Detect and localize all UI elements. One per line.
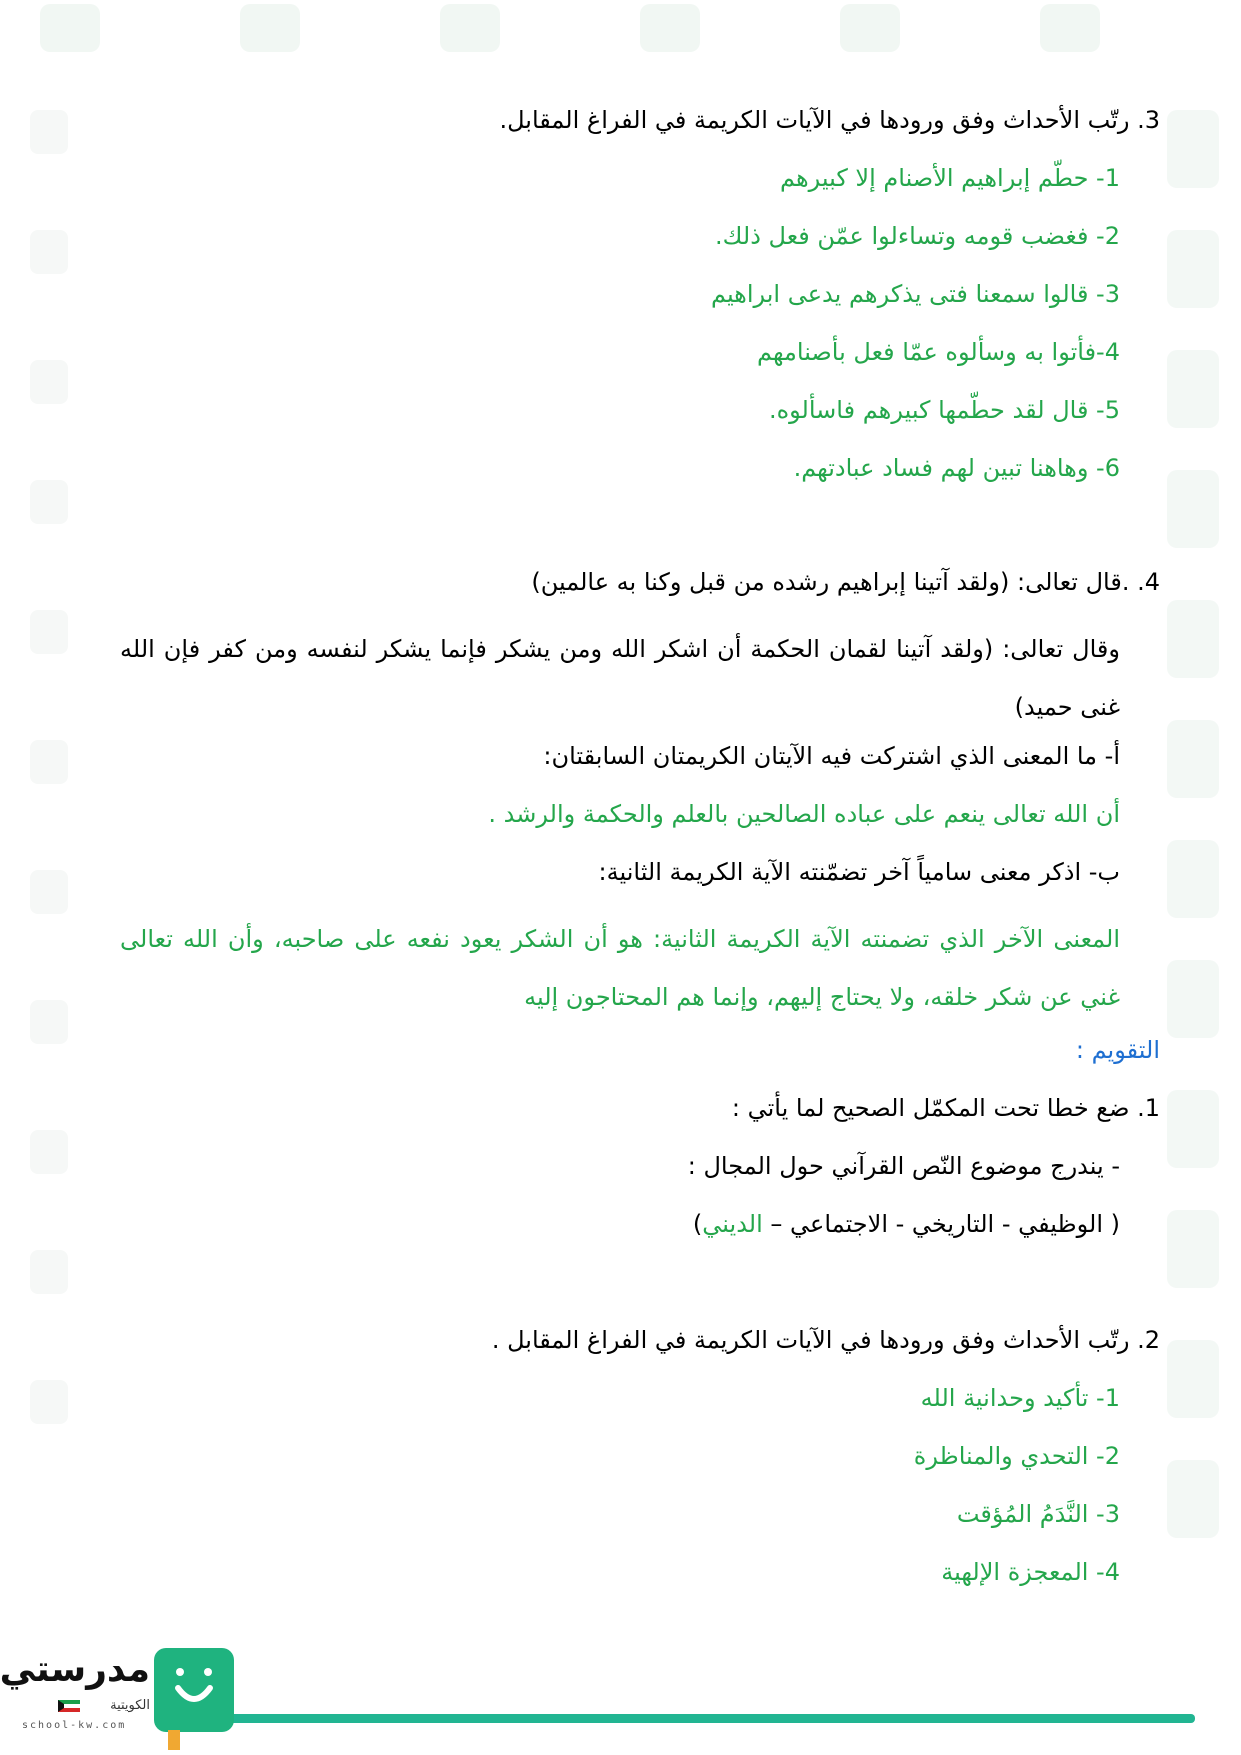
answer-item: 4-فأتوا به وسألوه عمّا فعل بأصنامهم [756,338,1120,366]
kuwait-flag-icon [58,1700,80,1712]
watermark-tile [30,1380,68,1424]
answer-item: 2- التحدي والمناظرة [913,1442,1120,1470]
watermark-tile [30,110,68,154]
options-suffix: ) [692,1210,703,1238]
watermark-tile [1167,1210,1219,1288]
answer-item: 3- النَّدَمُ المُؤقت [956,1500,1120,1528]
watermark-tile [40,4,100,52]
watermark-tile [1040,4,1100,52]
watermark-tile [1167,110,1219,188]
watermark-tile [1167,470,1219,548]
answer-item: 1- تأكيد وحدانية الله [920,1384,1120,1412]
watermark-tile [1167,350,1219,428]
sub-question-b: ب- اذكر معنى سامياً آخر تضمّنته الآية الكريمة الثانية: [598,858,1120,886]
watermark-tile [30,480,68,524]
watermark-tile [1167,600,1219,678]
answer-item: 1- حطّم إبراهيم الأصنام إلا كبيرهم [780,164,1120,192]
watermark-tile [240,4,300,52]
answer-item: 4- المعجزة الإلهية [941,1558,1120,1586]
watermark-tile [30,1130,68,1174]
watermark-tile [30,870,68,914]
watermark-tile [1167,1090,1219,1168]
options-prefix: ( الوظيفي - التاريخي - الاجتماعي – [762,1210,1120,1238]
watermark-strip [0,0,1241,58]
evaluation-question-1-options [693,1204,1120,1244]
logo-url: school-kw.com [22,1720,127,1731]
watermark-tile [30,610,68,654]
evaluation-question-1: 1. ضع خطا تحت المكمّل الصحيح لما يأتي : [731,1094,1160,1122]
watermark-tile [1167,230,1219,308]
evaluation-question-1-stem: - يندرج موضوع النّص القرآني حول المجال : [687,1152,1120,1180]
watermark-tile [640,4,700,52]
sub-question-a: أ- ما المعنى الذي اشتركت فيه الآيتان الكريمتان السابقتان: [543,742,1120,770]
evaluation-heading: التقويم : [1075,1036,1160,1064]
watermark-tile [1167,1340,1219,1418]
answer-a: أن الله تعالى ينعم على عباده الصالحين بالعلم والحكمة والرشد . [488,800,1120,828]
watermark-tile [30,230,68,274]
watermark-tile [1167,720,1219,798]
question-4-verse-2: وقال تعالى: (ولقد آتينا لقمان الحكمة أن اشكر الله ومن يشكر فإنما يشكر لنفسه ومن كفر فإن الله غنى حميد) [120,635,1120,721]
watermark-tile [840,4,900,52]
correct-option: الديني [702,1210,763,1238]
answer-b: المعنى الآخر الذي تضمنته الآية الكريمة الثانية: هو أن الشكر يعود نفعه على صاحبه، وأن الله تعالى غني عن شكر خلقه، ولا يحتاج إليهم، وإنما هم المحتاجون إليه [120,925,1120,1011]
answer-item: 2- فغضب قومه وتساءلوا عمّن فعل ذلك. [715,222,1120,250]
bookmark-icon [168,1730,180,1750]
question-4-verse-1: 4. .قال تعالى: (ولقد آتينا إبراهيم رشده من قبل وكنا به عالمين) [531,568,1160,596]
logo-subtitle: الكويتية [110,1698,150,1713]
watermark-tile [30,1000,68,1044]
watermark-tile [1167,840,1219,918]
watermark-tile [30,360,68,404]
watermark-tile [30,740,68,784]
footer-divider [225,1714,1195,1723]
question-3: 3. رتّب الأحداث وفق ورودها في الآيات الكريمة في الفراغ المقابل. [499,106,1160,134]
watermark-tile [30,1250,68,1294]
answer-item: 3- قالوا سمعنا فتى يذكرهم يدعى ابراهيم [710,280,1120,308]
answer-item: 5- قال لقد حطّمها كبيرهم فاسألوه. [768,396,1120,424]
logo-word: مدرستي [0,1649,150,1690]
watermark-tile [440,4,500,52]
watermark-tile [1167,1460,1219,1538]
watermark-tile [1167,960,1219,1038]
smile-icon [172,1662,216,1712]
answer-item: 6- وهاهنا تبين لهم فساد عبادتهم. [793,454,1120,482]
evaluation-question-2: 2. رتّب الأحداث وفق ورودها في الآيات الكريمة في الفراغ المقابل . [491,1326,1160,1354]
madrasati-logo [0,1640,217,1750]
logo-badge [154,1648,234,1732]
